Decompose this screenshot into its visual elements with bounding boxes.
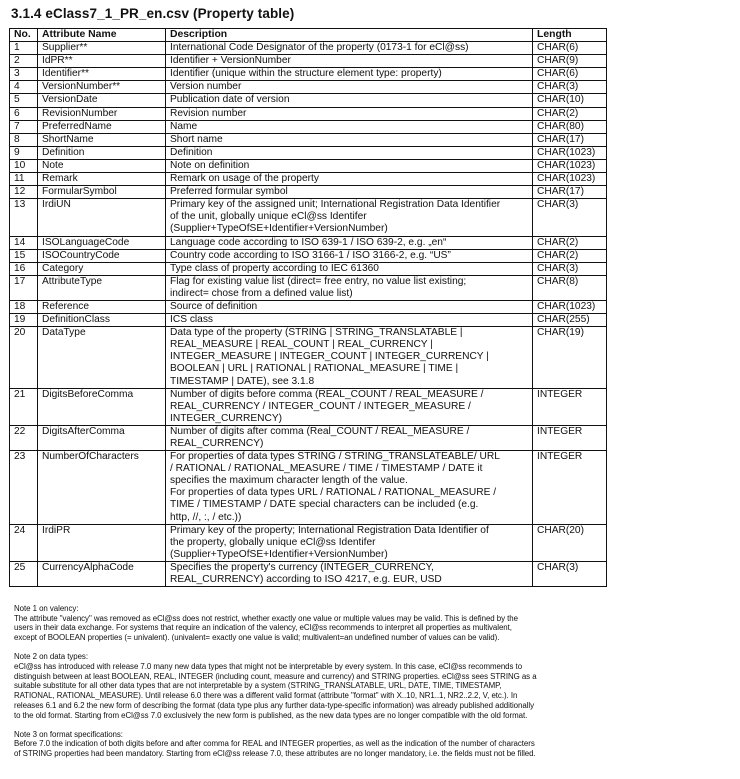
notes-section bbox=[14, 604, 614, 768]
cell-description: Number of digits after comma (Real_COUNT / REAL_MEASURE / REAL_CURRENCY) bbox=[166, 425, 533, 450]
header-description: Description bbox=[166, 29, 533, 42]
cell-description: Short name bbox=[166, 133, 533, 146]
cell-length: CHAR(6) bbox=[533, 68, 607, 81]
cell-length: CHAR(6) bbox=[533, 42, 607, 55]
cell-attribute-name: Definition bbox=[38, 146, 166, 159]
cell-description: Identifier + VersionNumber bbox=[166, 55, 533, 68]
table-row bbox=[10, 107, 607, 120]
table-row bbox=[10, 120, 607, 133]
cell-length: CHAR(2) bbox=[533, 107, 607, 120]
cell-description: Note on definition bbox=[166, 159, 533, 172]
header-no: No. bbox=[10, 29, 38, 42]
cell-length: CHAR(2) bbox=[533, 236, 607, 249]
cell-no: 6 bbox=[10, 107, 38, 120]
cell-attribute-name: ISOCountryCode bbox=[38, 249, 166, 262]
cell-description: Flag for existing value list (direct= free entry, no value list existing; indirect= chose from a defined value list) bbox=[166, 275, 533, 300]
table-body bbox=[10, 42, 607, 587]
cell-length: CHAR(1023) bbox=[533, 159, 607, 172]
cell-description: Name bbox=[166, 120, 533, 133]
cell-attribute-name: NumberOfCharacters bbox=[38, 451, 166, 525]
cell-length: CHAR(17) bbox=[533, 133, 607, 146]
cell-attribute-name: VersionNumber** bbox=[38, 81, 166, 94]
table-row bbox=[10, 159, 607, 172]
cell-attribute-name: Category bbox=[38, 262, 166, 275]
cell-no: 4 bbox=[10, 81, 38, 94]
table-row bbox=[10, 42, 607, 55]
cell-attribute-name: FormularSymbol bbox=[38, 186, 166, 199]
cell-attribute-name: ShortName bbox=[38, 133, 166, 146]
cell-length: CHAR(3) bbox=[533, 561, 607, 586]
note-title: Note 1 on valency: bbox=[14, 604, 79, 613]
note-body: The attribute "valency" was removed as eCl@ss does not restrict, whether exactly one value or multiple values may be valid. This is defined by the users in their data exchange. For systems that require an indication of the valency, eCl@ss recommends to interpret all properties as multivalent, except of BOOLEAN properties (= univalent). (univalent= exactly one value is valid; multivalent=an undefined number of values can be valid). bbox=[14, 613, 518, 643]
section-title: 3.1.4 eClass7_1_PR_en.csv (Property table) bbox=[11, 6, 295, 21]
cell-length: INTEGER bbox=[533, 388, 607, 425]
note-body: Before 7.0 the indication of both digits before and after comma for REAL and INTEGER properties, as well as the indication of the number of characters of STRING properties had been mandatory. Starting from eCl@ss release 7.0, these attributes are no longer mandatory, i.e. the fields must not be filled. bbox=[14, 739, 536, 759]
note-3 bbox=[14, 730, 614, 759]
cell-length: CHAR(1023) bbox=[533, 146, 607, 159]
cell-no: 22 bbox=[10, 425, 38, 450]
cell-attribute-name: RevisionNumber bbox=[38, 107, 166, 120]
cell-no: 20 bbox=[10, 327, 38, 388]
table-row bbox=[10, 524, 607, 561]
note-body: eCl@ss has introduced with release 7.0 many new data types that might not be interpretable by every system. In this case, eCl@ss recommends to distinguish between at least BOOLEAN, REAL, INTEGER (including count, measure and currency) and STRING properties. eCl@ss sees STRING as a suitable substitute for all other data types that are not interpretable by a system (STRING_TRANSLATABLE, URL, DATE, TIME, TIMESTAMP, RATIONAL, RATIONAL_MEASURE). Until release 6.0 there was a different valid format (attribute "format" with X..10, NR1..1, NR2..2.2, V, etc.). In releases 6.1 and 6.2 the new form of describing the format (data type plus any further data-type-specific information) was already published additionally to the old format. Starting from eCl@ss 7.0 exclusively the new form is published, as the new data types are no longer compatible with the old format. bbox=[14, 662, 537, 720]
cell-description: Language code according to ISO 639-1 / ISO 639-2, e.g. „en“ bbox=[166, 236, 533, 249]
cell-description: Primary key of the property; International Registration Data Identifier of the property, globally unique eCl@ss Identifer (Supplier+TypeOfSE+Identifier+VersionNumber) bbox=[166, 524, 533, 561]
cell-length: CHAR(9) bbox=[533, 55, 607, 68]
cell-no: 2 bbox=[10, 55, 38, 68]
cell-length: CHAR(8) bbox=[533, 275, 607, 300]
cell-description: Identifier (unique within the structure element type: property) bbox=[166, 68, 533, 81]
note-2 bbox=[14, 652, 614, 720]
cell-no: 12 bbox=[10, 186, 38, 199]
cell-description: ICS class bbox=[166, 314, 533, 327]
cell-attribute-name: AttributeType bbox=[38, 275, 166, 300]
table-row bbox=[10, 146, 607, 159]
cell-attribute-name: DigitsBeforeComma bbox=[38, 388, 166, 425]
cell-attribute-name: Note bbox=[38, 159, 166, 172]
header-attribute-name: Attribute Name bbox=[38, 29, 166, 42]
table-row bbox=[10, 327, 607, 388]
cell-no: 5 bbox=[10, 94, 38, 107]
cell-length: CHAR(1023) bbox=[533, 300, 607, 313]
cell-description: Revision number bbox=[166, 107, 533, 120]
table-row bbox=[10, 300, 607, 313]
cell-no: 10 bbox=[10, 159, 38, 172]
cell-no: 1 bbox=[10, 42, 38, 55]
property-table bbox=[9, 28, 607, 587]
cell-length: CHAR(255) bbox=[533, 314, 607, 327]
cell-length: CHAR(3) bbox=[533, 81, 607, 94]
note-title: Note 3 on format specifications: bbox=[14, 729, 123, 739]
table-row bbox=[10, 133, 607, 146]
cell-attribute-name: Supplier** bbox=[38, 42, 166, 55]
cell-attribute-name: IrdiUN bbox=[38, 199, 166, 236]
cell-attribute-name: Identifier** bbox=[38, 68, 166, 81]
cell-no: 25 bbox=[10, 561, 38, 586]
cell-no: 23 bbox=[10, 451, 38, 525]
table-row bbox=[10, 81, 607, 94]
cell-no: 17 bbox=[10, 275, 38, 300]
table-row bbox=[10, 314, 607, 327]
cell-no: 7 bbox=[10, 120, 38, 133]
table-row bbox=[10, 451, 607, 525]
cell-description: Type class of property according to IEC 61360 bbox=[166, 262, 533, 275]
cell-description: Country code according to ISO 3166-1 / ISO 3166-2, e.g. “US” bbox=[166, 249, 533, 262]
table-row bbox=[10, 186, 607, 199]
cell-no: 21 bbox=[10, 388, 38, 425]
cell-description: Publication date of version bbox=[166, 94, 533, 107]
cell-description: Data type of the property (STRING | STRING_TRANSLATABLE | REAL_MEASURE | REAL_COUNT | REAL_CURRENCY | INTEGER_MEASURE | INTEGER_COUNT | INTEGER_CURRENCY | BOOLEAN | URL | RATIONAL | RATIONAL_MEASURE | TIME | TIMESTAMP | DATE), see 3.1.8 bbox=[166, 327, 533, 388]
cell-description: Number of digits before comma (REAL_COUNT / REAL_MEASURE / REAL_CURRENCY / INTEGER_COUNT / INTEGER_MEASURE / INTEGER_CURRENCY) bbox=[166, 388, 533, 425]
note-title: Note 2 on data types: bbox=[14, 652, 88, 662]
cell-attribute-name: IdPR** bbox=[38, 55, 166, 68]
cell-no: 15 bbox=[10, 249, 38, 262]
cell-no: 19 bbox=[10, 314, 38, 327]
cell-length: CHAR(17) bbox=[533, 186, 607, 199]
cell-no: 18 bbox=[10, 300, 38, 313]
cell-description: Remark on usage of the property bbox=[166, 173, 533, 186]
table-header-row bbox=[10, 29, 607, 42]
cell-no: 8 bbox=[10, 133, 38, 146]
cell-attribute-name: DefinitionClass bbox=[38, 314, 166, 327]
cell-attribute-name: DigitsAfterComma bbox=[38, 425, 166, 450]
cell-length: CHAR(3) bbox=[533, 199, 607, 236]
cell-attribute-name: ISOLanguageCode bbox=[38, 236, 166, 249]
cell-description: Specifies the property's currency (INTEGER_CURRENCY, REAL_CURRENCY) according to ISO 4217, e.g. EUR, USD bbox=[166, 561, 533, 586]
cell-description: Preferred formular symbol bbox=[166, 186, 533, 199]
cell-length: CHAR(80) bbox=[533, 120, 607, 133]
cell-length: CHAR(3) bbox=[533, 262, 607, 275]
cell-description: Definition bbox=[166, 146, 533, 159]
cell-length: INTEGER bbox=[533, 451, 607, 525]
cell-description: International Code Designator of the property (0173-1 for eCl@ss) bbox=[166, 42, 533, 55]
cell-length: CHAR(2) bbox=[533, 249, 607, 262]
cell-length: CHAR(19) bbox=[533, 327, 607, 388]
table-row bbox=[10, 173, 607, 186]
cell-description: For properties of data types STRING / STRING_TRANSLATEABLE/ URL / RATIONAL / RATIONAL_MEASURE / TIME / TIMESTAMP / DATE it specifies the maximum character length of the value. For properties of data types URL / RATIONAL / RATIONAL_MEASURE / TIME / TIMESTAMP / DATE special characters can be included (e.g. http, //, :, / etc.)) bbox=[166, 451, 533, 525]
cell-length: CHAR(20) bbox=[533, 524, 607, 561]
cell-no: 16 bbox=[10, 262, 38, 275]
table-row bbox=[10, 199, 607, 236]
table-row bbox=[10, 68, 607, 81]
cell-length: INTEGER bbox=[533, 425, 607, 450]
table-row bbox=[10, 236, 607, 249]
cell-attribute-name: IrdiPR bbox=[38, 524, 166, 561]
cell-attribute-name: Remark bbox=[38, 173, 166, 186]
table-row bbox=[10, 94, 607, 107]
table-row bbox=[10, 249, 607, 262]
cell-no: 9 bbox=[10, 146, 38, 159]
cell-no: 14 bbox=[10, 236, 38, 249]
cell-attribute-name: PreferredName bbox=[38, 120, 166, 133]
cell-description: Version number bbox=[166, 81, 533, 94]
cell-attribute-name: DataType bbox=[38, 327, 166, 388]
cell-attribute-name: VersionDate bbox=[38, 94, 166, 107]
table-row bbox=[10, 55, 607, 68]
cell-description: Source of definition bbox=[166, 300, 533, 313]
cell-attribute-name: Reference bbox=[38, 300, 166, 313]
table-row bbox=[10, 425, 607, 450]
cell-no: 13 bbox=[10, 199, 38, 236]
table-row bbox=[10, 388, 607, 425]
cell-description: Primary key of the assigned unit; International Registration Data Identifier of the unit, globally unique eCl@ss Identifer (Supplier+TypeOfSE+Identifier+VersionNumber) bbox=[166, 199, 533, 236]
table-row bbox=[10, 561, 607, 586]
cell-no: 24 bbox=[10, 524, 38, 561]
table-row bbox=[10, 275, 607, 300]
cell-attribute-name: CurrencyAlphaCode bbox=[38, 561, 166, 586]
note-1 bbox=[14, 604, 614, 643]
cell-length: CHAR(1023) bbox=[533, 173, 607, 186]
cell-length: CHAR(10) bbox=[533, 94, 607, 107]
cell-no: 3 bbox=[10, 68, 38, 81]
cell-no: 11 bbox=[10, 173, 38, 186]
table-row bbox=[10, 262, 607, 275]
header-length: Length bbox=[533, 29, 607, 42]
